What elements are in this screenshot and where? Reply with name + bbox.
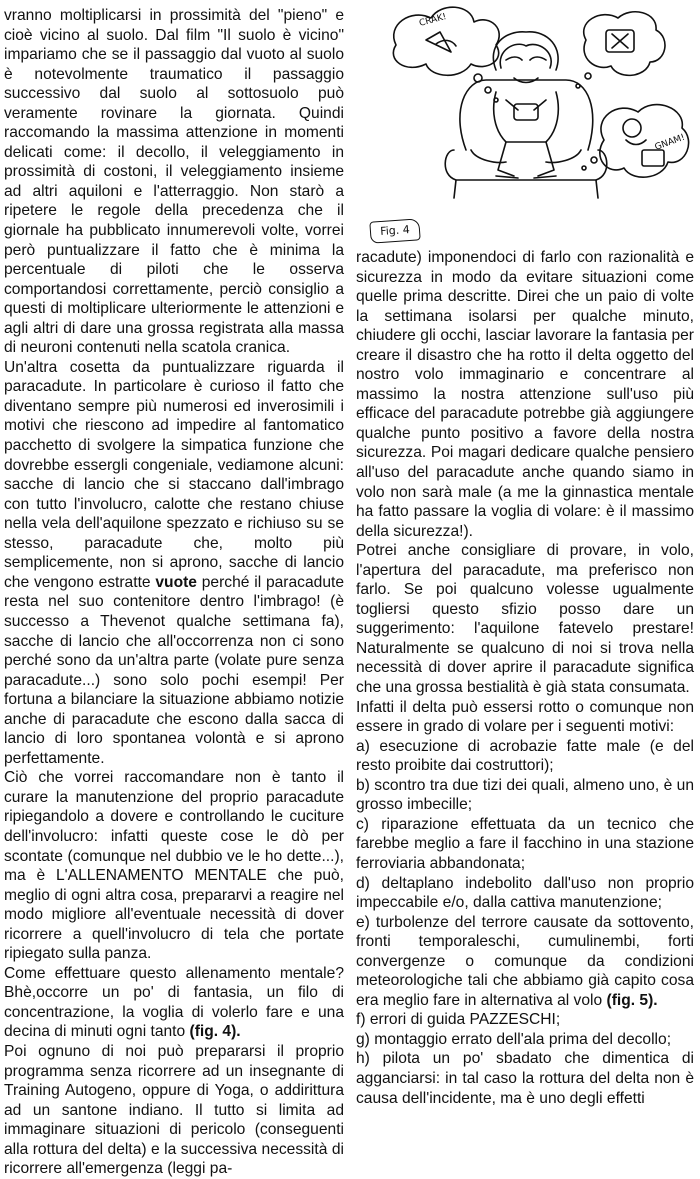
text-run: h) pilota un po' sbadato che dimentica di agganciarsi: in tal caso la rottura del delta non è causa dell'incidente, ma è uno degli effetti: [356, 1050, 694, 1107]
bold-text: (fig. 5).: [606, 991, 658, 1009]
text-run: Un'altra cosetta da puntualizzare riguarda il paracadute. In particolare è curioso il fatto che diventano sempre più numerosi ed inverosimili i motivi che riescono ad impedire al fantomatico pacchetto di svolgere la simpatica funzione che dovrebbe essergli congeniale, vediamone alcuni: sacche di lancio che si staccano dall'imbrago con tutto l'involucro, calotte che restano chiuse nella vela dell'aquilone spezzato e richiuso su se stesso, paracadute che, molto più semplicemente, non si aprono, sacche di lancio che vengono estratte: [4, 358, 344, 591]
paragraph: [356, 541, 694, 697]
text-run: Come effettuare questo allenamento mentale? Bhè,occorre un po' di fantasia, un filo di concentrazione, la voglia di volerlo fare e una decina di minuti ogni tanto: [4, 964, 344, 1041]
text-run: perché il paracadute resta nel suo contenitore dentro l'imbrago! (è successo a Thevenot qualche settimana fa), sacche di lancio che all'occorrenza non ci sono perché sono da un'altra parte (volate pure senza paracadute...) sono solo pochi esempi! Per fortuna a bilanciare la situazione abbiamo notizie anche di paracadute che escono dalla sacca di lancio di loro spontanea volontà e si aprono perfettamente.: [4, 573, 344, 767]
paragraph: [356, 698, 694, 737]
text-run: Poi ognuno di noi può prepararsi il proprio programma senza ricorrere ad un insegnante di Training Autogeno, oppure di Yoga, o addirittura ad un santone indiano. Il tutto si limita ad immaginare situazioni di pericolo (conseguenti alla rottura del delta) e la successiva necessità di ricorrere all'emergenza (leggi pa-: [4, 1042, 344, 1178]
bold-text: vuote: [155, 573, 197, 591]
paragraph: [356, 248, 694, 541]
text-run: d) deltaplano indebolito dall'uso non proprio impeccabile e/o, dalla cattiva manutenzione;: [356, 874, 694, 912]
cartoon-illustration: [356, 0, 696, 236]
text-run: g) montaggio errato dell'ala prima del decollo;: [356, 1030, 672, 1048]
right-column: [356, 248, 694, 1108]
paragraph: [4, 1042, 344, 1179]
text-run: b) scontro tra due tizi dei quali, almeno uno, è un grosso imbecille;: [356, 776, 694, 814]
list-item: [356, 874, 694, 913]
text-run: Ciò che vorrei raccomandare non è tanto il curare la manutenzione del proprio paracadute ripiegandolo a dovere e controllando le cuciture dell'involucro: infatti queste cose le dò per scontate (comunque nel dubbio ve le ho dette...), ma è L'ALLENAMENTO MENTALE che può, meglio di ogni altra cosa, prepararvi a reagire nel modo migliore all'eventuale necessità di dover ricorrere a quell'involucro di tela che portate ripiegato sulla panza.: [4, 769, 344, 963]
list-item: [356, 776, 694, 815]
figure-label: Fig. 4: [369, 218, 420, 243]
list-item: [356, 815, 694, 874]
paragraph: [4, 768, 344, 963]
paragraph: [4, 964, 344, 1042]
text-run: racadute) imponendoci di farlo con razionalità e sicurezza in modo da evitare situazioni come quelle prima descritte. Direi che un paio di volte la settimana isolarsi per qualche minuto, chiudere gli occhi, lasciar lavorare la fantasia per creare il disastro che ha rotto il delta oggetto del nostro volo immaginario e concentrare al massimo la nostra attenzione sull'uso più efficace del paracadute potrebbe già aggiungere qualche punto positivo a favore della nostra sicurezza. Poi magari dedicare qualche pensiero all'uso del paracadute anche quando siamo in volo non sarà male (a me la ginnastica mentale ha fatto passare la voglia di volare: è il massimo della sicurezza!).: [356, 249, 694, 540]
bubble-right-text: GNAM!: [653, 132, 687, 153]
text-run: Potrei anche consigliare di provare, in volo, l'apertura del paracadute, ma preferisco non farlo. Se poi qualcuno volesse ugualmente togliersi questo sfizio posso dare un suggerimento: l'aquilone fatevelo prestare! Naturalmente se qualcuno di noi si trova nella necessità di dover aprire il paracadute significa che una grossa bestialità è già stata consumata.: [356, 542, 694, 697]
list-item: [356, 1049, 694, 1108]
text-run: vranno moltiplicarsi in prossimità del "pieno" e cioè vicino al suolo. Dal film "Il suolo è vicino" impariamo che se il passaggio dal vuoto al suolo è notevolmente traumatico il passaggio successivo dal suolo al sottosuolo può veramente rovinare la giornata. Quindi raccomando la massima attenzione in momenti delicati come: il decollo, il veleggiamento in prossimità di costoni, il veleggiamento insieme ad altri aquiloni e l'atterraggio. Non starò a ripetere le regole della precedenza che il giornale ha pubblicato innumerevoli volte, vorrei però puntualizzare il fatto che è minima la percentuale di piloti che le osserva comportandosi correttamente, perciò consiglio a questi di moltiplicare ulteriormente le attenzioni e agli altri di dare una grossa registrata alla massa di neuroni contenuti nella scatola cranica.: [4, 7, 344, 357]
list-item: [356, 1010, 694, 1030]
text-run: f) errori di guida PAZZESCHI;: [356, 1011, 561, 1029]
left-column: [4, 6, 344, 1179]
text-run: c) riparazione effettuata da un tecnico che farebbe meglio a fare il facchino in una stazione ferroviaria abbandonata;: [356, 815, 694, 872]
text-run: a) esecuzione di acrobazie fatte male (e del resto proibite dai costruttori);: [356, 737, 694, 775]
text-run: Infatti il delta può essersi rotto o comunque non essere in grado di volare per i seguenti motivi:: [356, 698, 694, 736]
text-run: e) turbolenze del terrore causate da sottovento, fronti temporaleschi, cumulinembi, forti convergenze o comunque da condizioni meteorologiche tali che abbiamo già capito cosa era meglio fare in alternativa al volo: [356, 913, 694, 1009]
bubble-top-text: CRAK!: [418, 12, 448, 29]
paragraph: [4, 358, 344, 768]
paragraph: [4, 6, 344, 358]
list-item: [356, 913, 694, 1011]
bold-text: (fig. 4).: [189, 1023, 241, 1041]
list-item: [356, 1030, 694, 1050]
list-item: [356, 737, 694, 776]
